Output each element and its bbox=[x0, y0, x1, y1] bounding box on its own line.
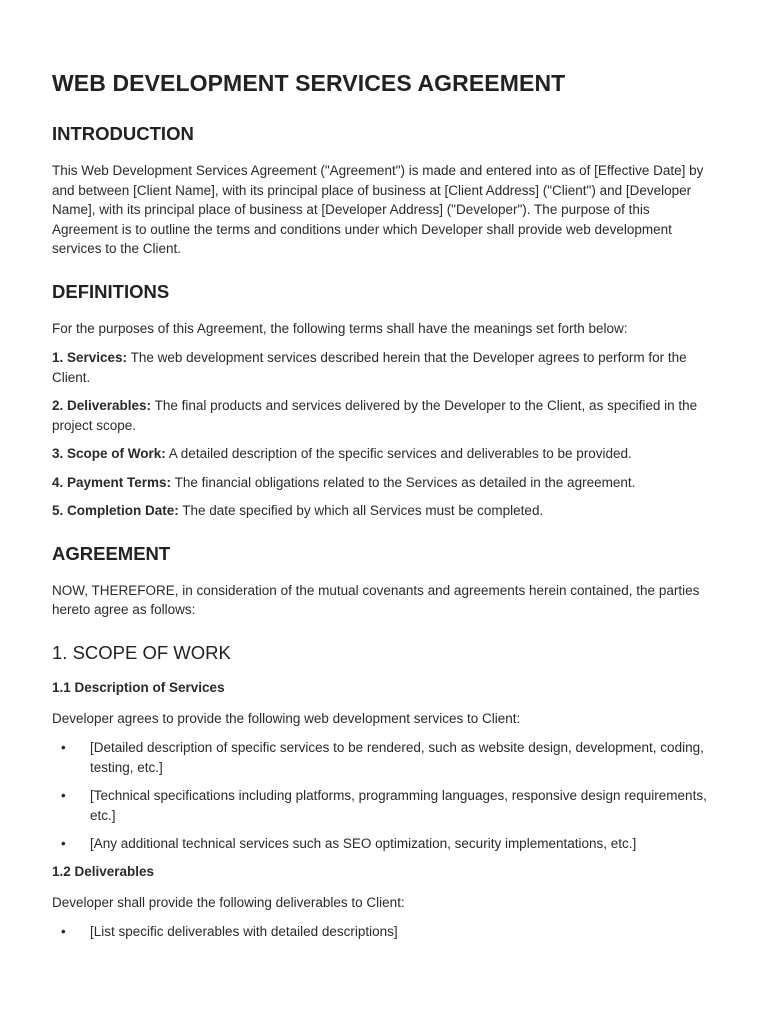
definition-services bbox=[52, 348, 718, 387]
definition-scope-of-work bbox=[52, 444, 718, 464]
description-of-services-heading: 1.1 Description of Services bbox=[52, 679, 225, 695]
definition-payment-terms bbox=[52, 473, 718, 493]
definition-deliverables bbox=[52, 396, 718, 435]
definition-text: A detailed description of the specific services and deliverables to be provided. bbox=[165, 446, 632, 461]
definition-text: The web development services described herein that the Developer agrees to perform for the Client. bbox=[52, 350, 687, 385]
definitions-heading: DEFINITIONS bbox=[52, 280, 170, 302]
scope-of-work-heading: 1. SCOPE OF WORK bbox=[52, 641, 231, 663]
definition-text: The financial obligations related to the Services as detailed in the agreement. bbox=[171, 474, 636, 490]
definition-term: 5. Completion Date: bbox=[52, 503, 179, 518]
definition-term: 2. Deliverables: bbox=[52, 398, 152, 413]
bullet-icon: • bbox=[61, 740, 66, 755]
introduction-body: This Web Development Services Agreement ("Agreement") is made and entered into as of [Effective Date] by and between [Client Name], with its principal place of business at [Client Address] ("Client") and [Developer Name], with its principal place of business at [Developer Address] ("Developer"). The purpose of this Agreement is to outline the terms and conditions under which Developer shall provide web development services to the Client. bbox=[52, 163, 704, 256]
introduction-heading: INTRODUCTION bbox=[52, 123, 194, 144]
document-title: WEB DEVELOPMENT SERVICES AGREEMENT bbox=[52, 70, 566, 96]
deliverables-bullet-list bbox=[52, 922, 718, 942]
definition-text: The date specified by which all Services must be completed. bbox=[178, 503, 544, 518]
bullet-icon: • bbox=[61, 788, 66, 803]
definition-term: 4. Payment Terms: bbox=[52, 474, 172, 490]
definition-completion-date bbox=[52, 501, 718, 521]
definition-text: The final products and services delivered by the Developer to the Client, as specified in the project scope. bbox=[52, 398, 698, 433]
definition-term: 3. Scope of Work: bbox=[52, 446, 166, 461]
list-item-text: [Detailed description of specific services to be rendered, such as website design, development, coding, testing, etc.] bbox=[90, 740, 704, 775]
agreement-body: NOW, THEREFORE, in consideration of the mutual covenants and agreements herein contained, the parties hereto agree as follows: bbox=[52, 582, 700, 617]
list-item-text: [List specific deliverables with detailed descriptions] bbox=[90, 924, 398, 939]
list-item bbox=[52, 922, 718, 942]
list-item-text: [Technical specifications including platforms, programming languages, responsive design requirements, etc.] bbox=[90, 788, 707, 823]
list-item bbox=[52, 738, 718, 777]
definition-term: 1. Services: bbox=[52, 350, 128, 365]
services-bullet-list bbox=[52, 738, 718, 854]
list-item-text: [Any additional technical services such as SEO optimization, security implementations, etc.] bbox=[90, 836, 637, 851]
deliverables-lead: Developer shall provide the following deliverables to Client: bbox=[52, 894, 405, 910]
description-of-services-lead: Developer agrees to provide the following web development services to Client: bbox=[52, 710, 521, 726]
deliverables-heading: 1.2 Deliverables bbox=[52, 863, 155, 879]
list-item bbox=[52, 834, 718, 854]
bullet-icon: • bbox=[61, 836, 66, 851]
agreement-heading: AGREEMENT bbox=[52, 542, 171, 564]
list-item bbox=[52, 786, 718, 825]
definitions-lead: For the purposes of this Agreement, the following terms shall have the meanings set forth below: bbox=[52, 320, 628, 336]
bullet-icon: • bbox=[61, 924, 66, 939]
